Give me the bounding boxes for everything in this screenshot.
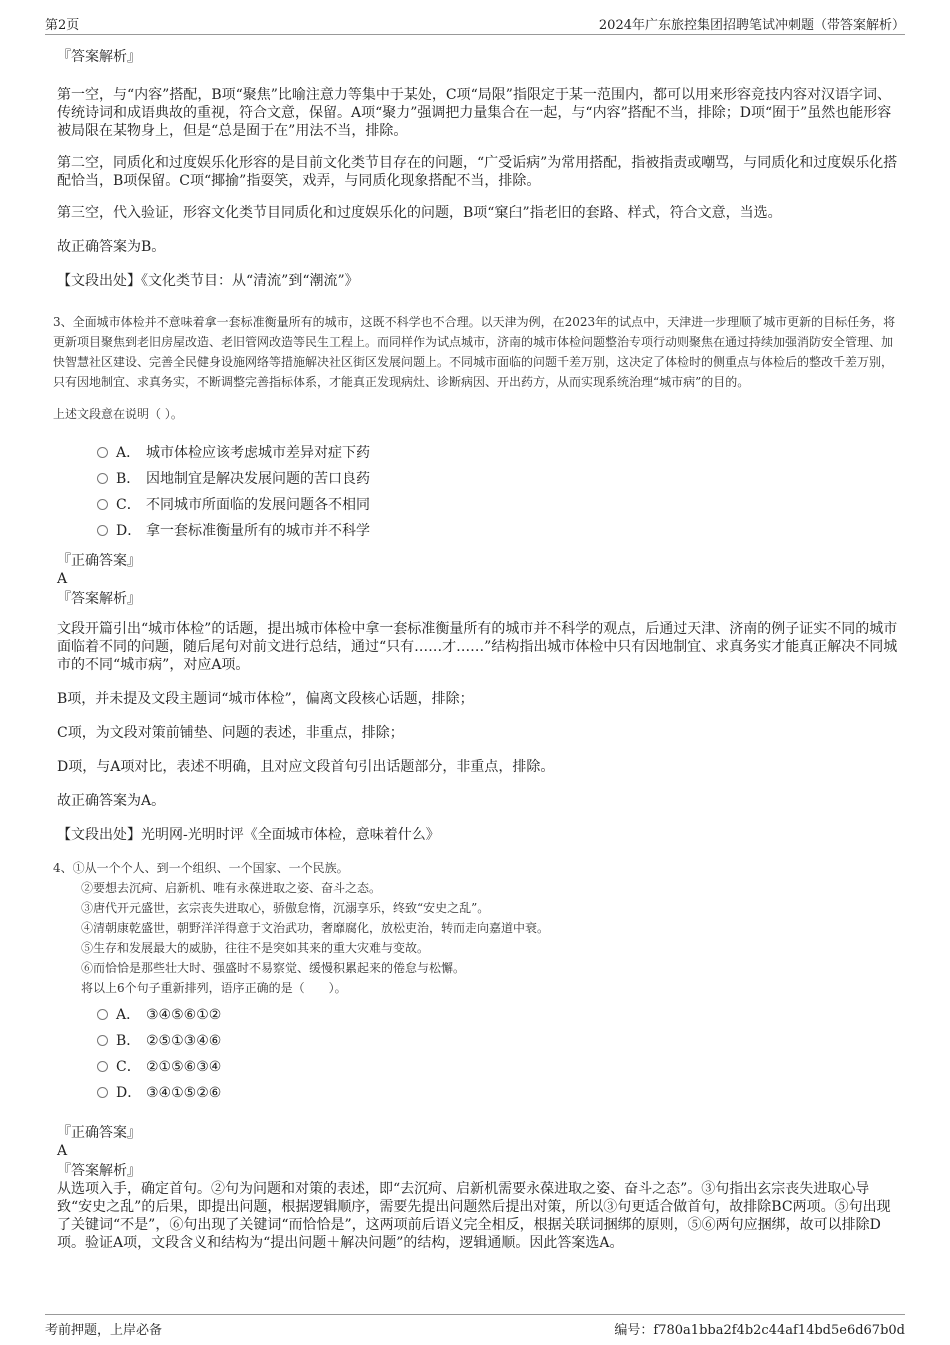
- document-id: 编号：f780a1bba2f4b2c44af14bd5e6d67b0d: [614, 1323, 905, 1338]
- correct-answer: A: [57, 1143, 68, 1159]
- sentence-item: ⑥而恰恰是那些壮大时、强盛时不易察觉、缓慢积累起来的倦怠与松懈。: [81, 961, 466, 975]
- correct-answer: A: [57, 571, 68, 587]
- content: [53, 40, 899, 1252]
- option-c[interactable]: C． ②①⑤⑥③④: [97, 1054, 899, 1080]
- analysis-paragraph: D项，与A项对比，表述不明确，且对应文段首句引出话题部分，非重点，排除。: [57, 759, 555, 775]
- option-d[interactable]: D． 拿一套标准衡量所有的城市并不科学: [97, 518, 899, 544]
- analysis-paragraph: 文段开篇引出“城市体检”的话题，提出城市体检中拿一套标准衡量所有的城市并不科学的观点，后通过天津、济南的例子证实不同的城市面临着不同的问题，随后尾句对前文进行总结，通过“只有……才……”结构指出城市体检中只有因地制宜、求真务实才能真正解决不同城市的不同“城市病”，对应A项。: [57, 621, 898, 673]
- sentence-item: ⑤生存和发展最大的威胁，往往不是突如其来的重大灾难与变故。: [81, 941, 430, 955]
- analysis-label: 『答案解析』: [57, 591, 141, 607]
- correct-answer-label: 『正确答案』: [57, 553, 141, 569]
- source-note: 【文段出处】《文化类节目：从“清流”到“潮流”》: [57, 273, 359, 289]
- answer-conclusion: 故正确答案为A。: [57, 793, 166, 809]
- question-4-options: [57, 1002, 899, 1106]
- analysis-paragraph: 从选项入手，确定首句。②句为问题和对策的表述，即“去沉疴、启新机需要永葆进取之姿、奋斗之态”。③句指出玄宗丧失进取心导致“安史之乱”的后果，即提出问题，根据逻辑顺序，需要先提出问题然后提出对策，所以③句更适合做首句，故排除BC两项。⑤句出现了关键词“不是”，⑥句出现了关键词“而恰恰是”，这两项前后语义完全相反，根据关联词捆绑的原则，⑤⑥两句应捆绑，故可以排除D项。验证A项，文段含义和结构为“提出问题＋解决问题”的结构，逻辑通顺。因此答案选A。: [57, 1181, 891, 1251]
- question-4-stem: 将以上6个句子重新排列，语序正确的是（ ）。: [81, 981, 347, 995]
- question-3-text: 3、全面城市体检并不意味着拿一套标准衡量所有的城市，这既不科学也不合理。以天津为例，在2023年的试点中，天津进一步理顺了城市更新的目标任务，将更新项目聚焦到老旧房屋改造、老旧管网改造等民生工程上。而同样作为试点城市，济南的城市体检问题整治专项行动则聚焦在通过持续加强消防安全管理、加快智慧社区建设、完善全民健身设施网络等措施解决社区街区发展问题上。不同城市面临的问题千差万别，这决定了体检时的侧重点与体检后的整改千差万别，只有因地制宜、求真务实，不断调整完善指标体系，才能真正发现病灶、诊断病因、开出药方，从而实现系统治理“城市病”的目的。: [53, 315, 896, 389]
- option-a[interactable]: A． 城市体检应该考虑城市差异对症下药: [97, 440, 899, 466]
- correct-answer-label: 『正确答案』: [57, 1125, 141, 1141]
- question-3-stem: 上述文段意在说明（ ）。: [53, 407, 183, 421]
- radio-icon[interactable]: [97, 525, 108, 536]
- question-4-first-line: 4、①从一个个人、到一个组织、一个国家、一个民族。: [53, 861, 349, 875]
- option-b[interactable]: B． 因地制宜是解决发展问题的苦口良药: [97, 466, 899, 492]
- analysis-paragraph: 第一空，与“内容”搭配，B项“聚焦”比喻注意力等集中于某处，C项“局限”指限定于某一范围内，都可以用来形容竞技内容对汉语字词、传统诗词和成语典故的重视，符合文意，保留。A项“聚力”强调把力量集合在一起，与“内容”搭配不当，排除；D项“囿于”虽然也能形容被局限在某物身上，但是“总是囿于在”用法不当，排除。: [57, 87, 892, 139]
- page-header: [45, 12, 905, 35]
- footer-slogan: 考前押题，上岸必备: [45, 1323, 163, 1338]
- analysis-paragraph: B项，并未提及文段主题词“城市体检”，偏离文段核心话题，排除；: [57, 691, 474, 707]
- sentence-item: ③唐代开元盛世，玄宗丧失进取心，骄傲怠惰，沉溺享乐，终致“安史之乱”。: [81, 901, 490, 915]
- radio-icon[interactable]: [97, 1035, 108, 1046]
- radio-icon[interactable]: [97, 1061, 108, 1072]
- answer-conclusion: 故正确答案为B。: [57, 239, 166, 255]
- page-number: 第2页: [45, 18, 80, 33]
- option-c[interactable]: C． 不同城市所面临的发展问题各不相同: [97, 492, 899, 518]
- source-note: 【文段出处】光明网-光明时评《全面城市体检，意味着什么》: [57, 827, 440, 843]
- sentence-item: ④清朝康乾盛世，朝野洋洋得意于文治武功，奢靡腐化，放松吏治，转而走向嘉道中衰。: [81, 921, 550, 935]
- analysis-label: 『答案解析』: [57, 49, 141, 65]
- analysis-label: 『答案解析』: [57, 1163, 141, 1179]
- question-3-options: [57, 440, 899, 544]
- sentence-item: ②要想去沉疴、启新机、唯有永葆进取之姿、奋斗之态。: [81, 881, 382, 895]
- page-footer: [45, 1314, 905, 1338]
- document-title: 2024年广东旅控集团招聘笔试冲刺题（带答案解析）: [598, 18, 905, 33]
- option-b[interactable]: B． ②⑤①③④⑥: [97, 1028, 899, 1054]
- radio-icon[interactable]: [97, 473, 108, 484]
- analysis-paragraph: C项，为文段对策前铺垫、问题的表述，非重点，排除；: [57, 725, 404, 741]
- radio-icon[interactable]: [97, 447, 108, 458]
- radio-icon[interactable]: [97, 1009, 108, 1020]
- option-d[interactable]: D． ③④①⑤②⑥: [97, 1080, 899, 1106]
- analysis-paragraph: 第二空，同质化和过度娱乐化形容的是目前文化类节目存在的问题，“广受诟病”为常用搭配，指被指责或嘲骂，与同质化和过度娱乐化搭配恰当，B项保留。C项“揶揄”指耍笑，戏弄，与同质化现象搭配不当，排除。: [57, 155, 898, 189]
- radio-icon[interactable]: [97, 1087, 108, 1098]
- radio-icon[interactable]: [97, 499, 108, 510]
- option-a[interactable]: A． ③④⑤⑥①②: [97, 1002, 899, 1028]
- analysis-paragraph: 第三空，代入验证，形容文化类节目同质化和过度娱乐化的问题，B项“窠臼”指老旧的套路、样式，符合文意，当选。: [57, 205, 782, 221]
